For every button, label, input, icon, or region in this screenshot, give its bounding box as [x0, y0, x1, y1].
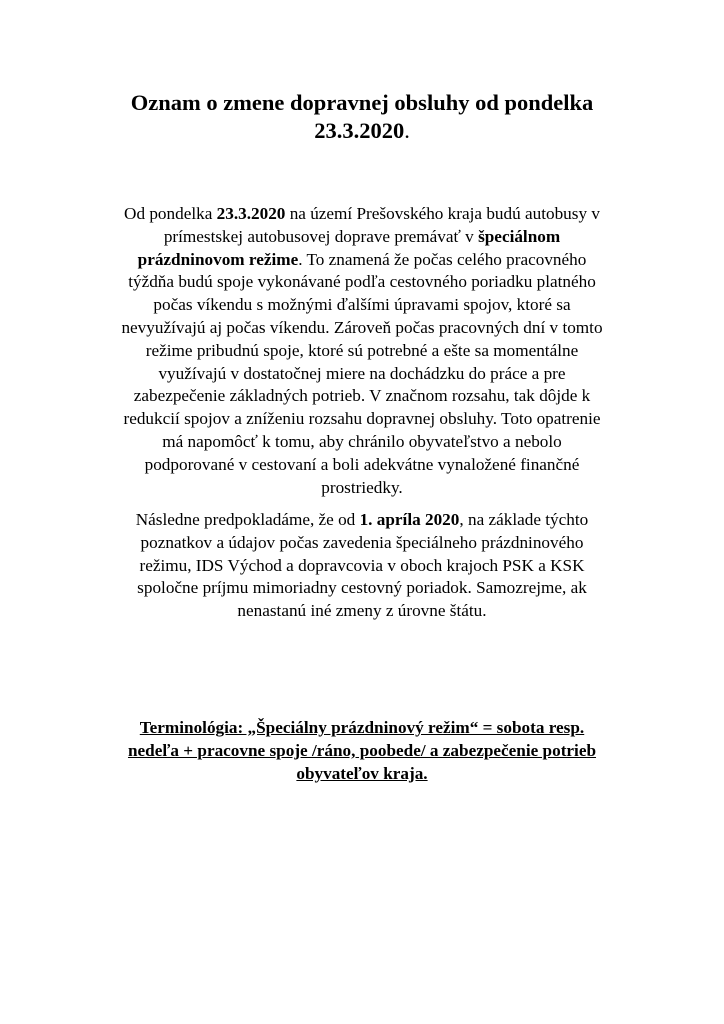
paragraph1-line-12: podporované v cestovaní a boli adekvátne vynaložené finančné	[144, 454, 580, 474]
paragraph1-line-5: počas víkendu s možnými ďalšími úpravami spojov, ktoré sa	[153, 295, 571, 315]
paragraph2-text: Následne predpokladáme, že od	[135, 510, 360, 529]
paragraph1-text: prímestskej autobusovej doprave premávať v	[163, 226, 479, 246]
paragraph-april-plan	[70, 509, 654, 623]
paragraph1-date-bold: 23.3.2020	[216, 204, 286, 223]
terminology-line-2: nedeľa + pracovne spoje /ráno, poobede/ a zabezpečenie potrieb	[127, 741, 597, 760]
paragraph2-line-2: poznatkov a údajov počas zavedenia špeciálneho prázdninového	[140, 532, 584, 552]
paragraph2-line-5: nenastanú iné zmeny z úrovne štátu.	[237, 601, 487, 621]
paragraph1-mode-bold: špeciálnom	[478, 226, 561, 246]
paragraph2-date-bold: 1. apríla 2020	[359, 510, 460, 529]
paragraph1-text: Od pondelka	[124, 204, 217, 223]
paragraph1-text: na území Prešovského kraja budú autobusy v	[285, 204, 600, 223]
paragraph2-text: , na základe týchto	[459, 510, 589, 529]
paragraph2-line-3: režimu, IDS Východ a dopravcovia v oboch krajoch PSK a KSK	[139, 555, 585, 575]
paragraph1-line-3	[70, 249, 654, 272]
paragraph-service-change	[70, 203, 654, 499]
paragraph1-text: . To znamená že počas celého pracovného	[298, 249, 587, 269]
paragraph2-line-4: spoločne príjmu mimoriadny cestovný poriadok. Samozrejme, ak	[137, 578, 587, 598]
title-date: 23.3.2020	[314, 118, 405, 143]
paragraph1-line-2	[70, 226, 654, 249]
terminology-line-1: Terminológia: „Špeciálny prázdninový režim“ = sobota resp.	[139, 718, 585, 737]
paragraph1-mode-bold: prázdninovom režime	[137, 249, 299, 269]
terminology-note	[70, 716, 654, 785]
title-period: .	[404, 118, 410, 143]
paragraph1-line-11: má napomôcť k tomu, aby chránilo obyvateľstvo a nebolo	[162, 431, 562, 451]
paragraph1-line-9: zabezpečenie základných potrieb. V značnom rozsahu, tak dôjde k	[133, 386, 591, 406]
title-line-2	[60, 117, 664, 145]
paragraph2-line-1	[70, 509, 654, 532]
terminology-line-3: obyvateľov kraja.	[296, 764, 428, 783]
paragraph1-line-4: týždňa budú spoje vykonávané podľa cestovného poriadku platného	[128, 272, 596, 292]
paragraph1-line-6: nevyužívajú aj počas víkendu. Zároveň počas pracovných dní v tomto	[121, 317, 603, 337]
title-line-1: Oznam o zmene dopravnej obsluhy od pondelka	[130, 90, 594, 115]
paragraph1-line-1	[70, 203, 654, 226]
paragraph1-line-13: prostriedky.	[321, 477, 403, 497]
paragraph1-line-10: redukcií spojov a zníženiu rozsahu dopravnej obsluhy. Toto opatrenie	[123, 409, 601, 429]
paragraph1-line-8: využívajú v dostatočnej miere na dochádzku do práce a pre	[158, 363, 566, 383]
page-title	[60, 89, 664, 145]
paragraph1-line-7: režime pribudnú spoje, ktoré sú potrebné a ešte sa momentálne	[145, 340, 579, 360]
